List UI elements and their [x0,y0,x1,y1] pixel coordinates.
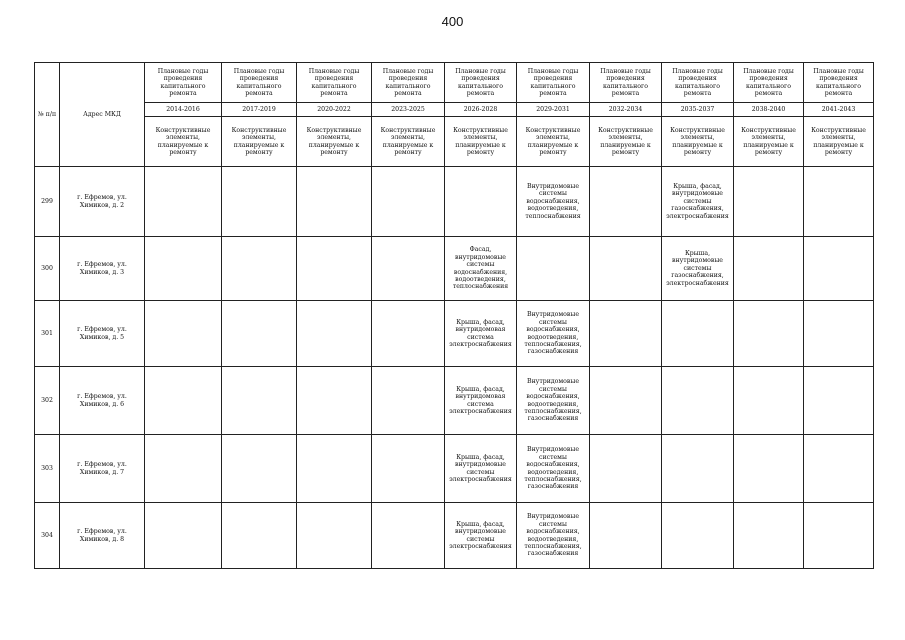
repair-cell [372,367,445,435]
repair-cell: Внутридомовые системы водоснабжения, водоотведения, теплоснабжения, газоснабжения [517,435,590,503]
header-subtitle: Конструктивные элементы, планируемые к ремонту [662,117,734,167]
header-subtitle: Конструктивные элементы, планируемые к ремонту [372,117,445,167]
repair-cell [804,503,874,569]
table-row [35,237,874,301]
repair-cell [297,503,372,569]
repair-cell [222,367,297,435]
header-row-years [35,103,874,117]
repair-cell [445,167,517,237]
repair-cell [297,301,372,367]
repair-cell [734,435,804,503]
row-address: г. Ефремов, ул. Химиков, д. 3 [60,237,145,301]
header-years: 2032-2034 [590,103,662,117]
header-period-title: Плановые годы проведения капитального ремонта [445,63,517,103]
repair-cell [222,237,297,301]
row-number: 303 [35,435,60,503]
repair-cell: Внутридомовые системы водоснабжения, водоотведения, теплоснабжения, газоснабжения [517,367,590,435]
row-number: 300 [35,237,60,301]
repair-cell [222,301,297,367]
header-num: № п/п [35,63,60,167]
header-subtitle: Конструктивные элементы, планируемые к ремонту [445,117,517,167]
row-number: 301 [35,301,60,367]
row-address: г. Ефремов, ул. Химиков, д. 6 [60,367,145,435]
table-row [35,301,874,367]
table-row [35,435,874,503]
repair-cell [804,301,874,367]
repair-cell: Внутридомовые системы водоснабжения, водоотведения, теплоснабжения, газоснабжения [517,503,590,569]
repair-cell: Крыша, фасад, внутридомовые системы электроснабжения [445,503,517,569]
header-row-titles [35,63,874,103]
repair-cell [372,503,445,569]
repair-cell [590,503,662,569]
repair-cell: Крыша, внутридомовые системы газоснабжения, электроснабжения [662,237,734,301]
repair-cell [734,237,804,301]
repair-cell [734,503,804,569]
repair-cell [804,167,874,237]
capital-repair-table [34,62,874,569]
header-years: 2023-2025 [372,103,445,117]
repair-cell [297,367,372,435]
repair-cell [222,435,297,503]
repair-cell [662,367,734,435]
repair-cell [145,503,222,569]
header-period-title: Плановые годы проведения капитального ремонта [145,63,222,103]
repair-cell [145,237,222,301]
repair-cell [590,237,662,301]
header-subtitle: Конструктивные элементы, планируемые к ремонту [590,117,662,167]
header-subtitle: Конструктивные элементы, планируемые к ремонту [517,117,590,167]
repair-cell: Крыша, фасад, внутридомовые системы электроснабжения [445,435,517,503]
header-years: 2041-2043 [804,103,874,117]
repair-cell [590,301,662,367]
repair-cell: Внутридомовые системы водоснабжения, водоотведения, теплоснабжения, газоснабжения [517,301,590,367]
repair-cell [372,301,445,367]
header-years: 2026-2028 [445,103,517,117]
repair-cell: Крыша, фасад, внутридомовая система электроснабжения [445,301,517,367]
repair-cell [297,167,372,237]
header-period-title: Плановые годы проведения капитального ремонта [734,63,804,103]
header-address: Адрес МКД [60,63,145,167]
repair-cell [145,301,222,367]
row-address: г. Ефремов, ул. Химиков, д. 7 [60,435,145,503]
header-period-title: Плановые годы проведения капитального ремонта [222,63,297,103]
header-period-title: Плановые годы проведения капитального ремонта [372,63,445,103]
repair-cell [372,237,445,301]
repair-cell [297,435,372,503]
repair-cell [590,167,662,237]
repair-cell [804,367,874,435]
repair-cell [590,367,662,435]
header-period-title: Плановые годы проведения капитального ремонта [517,63,590,103]
repair-cell [372,167,445,237]
repair-cell [662,435,734,503]
table-row [35,367,874,435]
repair-cell: Крыша, фасад, внутридомовая система электроснабжения [445,367,517,435]
row-number: 299 [35,167,60,237]
header-period-title: Плановые годы проведения капитального ремонта [804,63,874,103]
repair-cell [804,237,874,301]
header-years: 2017-2019 [222,103,297,117]
repair-cell [372,435,445,503]
repair-cell [734,367,804,435]
row-address: г. Ефремов, ул. Химиков, д. 5 [60,301,145,367]
header-years: 2014-2016 [145,103,222,117]
repair-cell [297,237,372,301]
repair-cell [590,435,662,503]
repair-cell [222,167,297,237]
table-row [35,503,874,569]
header-period-title: Плановые годы проведения капитального ремонта [662,63,734,103]
repair-cell [734,167,804,237]
repair-cell [662,301,734,367]
row-address: г. Ефремов, ул. Химиков, д. 8 [60,503,145,569]
header-row-subtitles [35,117,874,167]
repair-cell: Внутридомовые системы водоснабжения, водоотведения, теплоснабжения [517,167,590,237]
header-subtitle: Конструктивные элементы, планируемые к ремонту [804,117,874,167]
header-subtitle: Конструктивные элементы, планируемые к ремонту [734,117,804,167]
header-period-title: Плановые годы проведения капитального ремонта [297,63,372,103]
header-subtitle: Конструктивные элементы, планируемые к ремонту [297,117,372,167]
row-number: 304 [35,503,60,569]
header-subtitle: Конструктивные элементы, планируемые к ремонту [222,117,297,167]
repair-cell: Фасад, внутридомовые системы водоснабжения, водоотведения, теплоснабжения [445,237,517,301]
repair-cell: Крыша, фасад, внутридомовые системы газоснабжения, электроснабжения [662,167,734,237]
repair-cell [662,503,734,569]
page-number: 400 [441,14,464,29]
header-period-title: Плановые годы проведения капитального ремонта [590,63,662,103]
table-row [35,167,874,237]
header-years: 2020-2022 [297,103,372,117]
repair-cell [804,435,874,503]
repair-cell [517,237,590,301]
repair-cell [222,503,297,569]
repair-cell [145,435,222,503]
repair-cell [145,367,222,435]
row-address: г. Ефремов, ул. Химиков, д. 2 [60,167,145,237]
header-years: 2029-2031 [517,103,590,117]
repair-cell [145,167,222,237]
row-number: 302 [35,367,60,435]
repair-cell [734,301,804,367]
header-years: 2035-2037 [662,103,734,117]
header-years: 2038-2040 [734,103,804,117]
header-subtitle: Конструктивные элементы, планируемые к ремонту [145,117,222,167]
